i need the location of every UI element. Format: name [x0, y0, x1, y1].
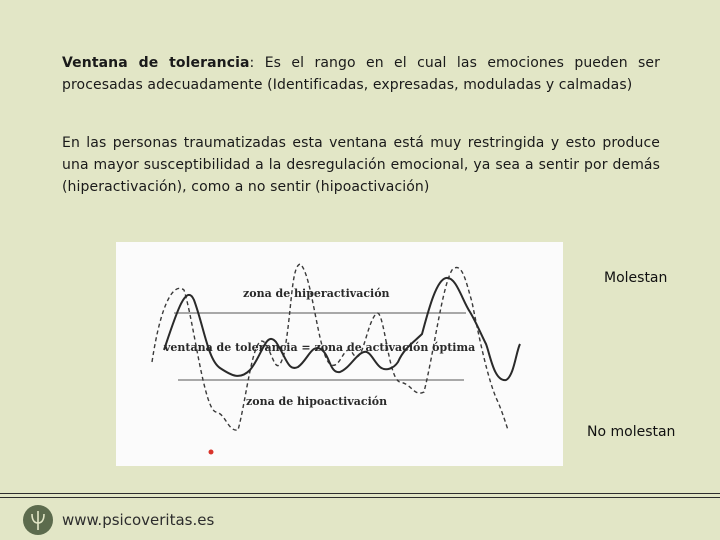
window-of-tolerance-diagram: [116, 242, 563, 466]
footer-rule-top: [0, 493, 720, 494]
definition-term: Ventana de tolerancia: [62, 55, 250, 71]
zone-hypoactivation-label: zona de hipoactivación: [246, 395, 388, 408]
zone-hyperactivation-label: zona de hiperactivación: [243, 287, 390, 300]
zone-tolerance-label: ventana de tolerancia = zona de activación óptima: [164, 341, 476, 354]
definition-paragraph: [62, 52, 660, 96]
footer-website: www.psicoveritas.es: [62, 511, 215, 529]
accent-dot: [209, 450, 214, 455]
diagram-svg: [116, 242, 563, 466]
trauma-paragraph: En las personas traumatizadas esta ventana está muy restringida y esto produce una mayor susceptibilidad a la desregulación emocional, ya sea a sentir por demás (hiperactivación), como a no sentir (hipoactivación): [62, 135, 660, 195]
psi-logo-icon: [23, 505, 53, 535]
definition-text: : Es el rango en el cual las emociones pueden ser procesadas adecuadamente (Identificadas, expresadas, moduladas y calmadas): [62, 55, 661, 93]
label-molestan: Molestan: [604, 270, 668, 286]
footer-rule-bottom: [0, 497, 720, 498]
label-no-molestan: No molestan: [587, 424, 676, 440]
